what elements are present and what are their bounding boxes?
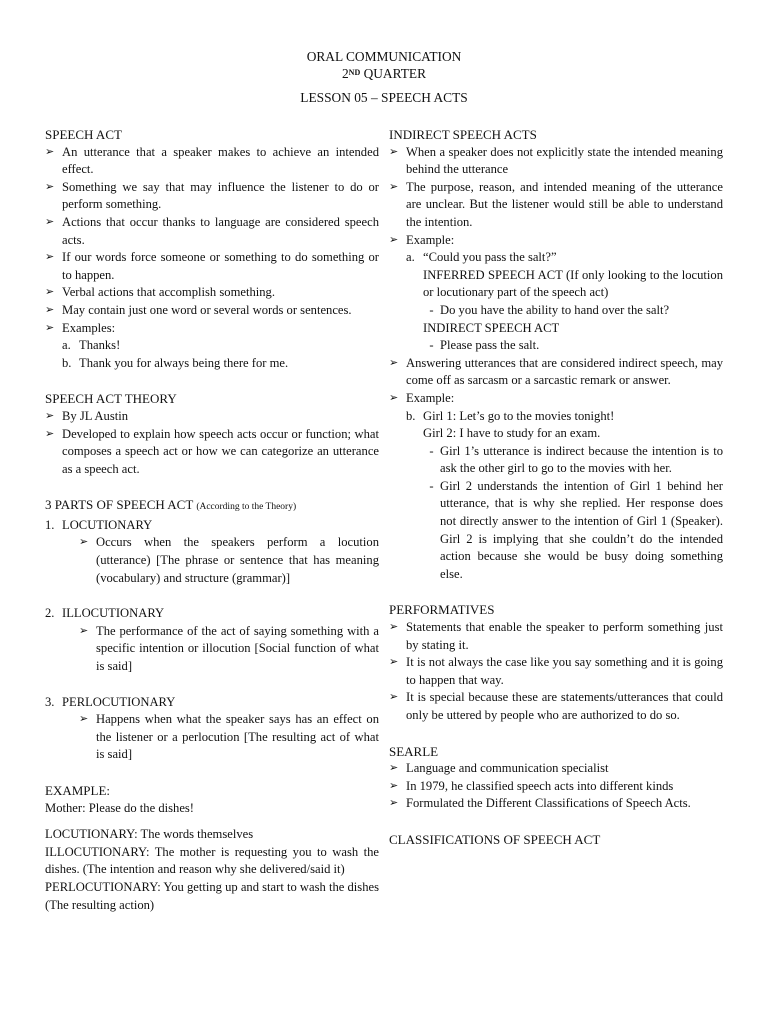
bullet-item: ➢ Answering utterances that are considered indirect speech, may come off as sarcasm or a sarcastic remark or answer. (389, 355, 723, 388)
bullet-item: ➢ Occurs when the speakers perform a locution (utterance) [The phrase or sentence that has meaning (vocabulary) and structure (grammar)] (79, 535, 379, 585)
arrow-bullet-icon: ➢ (45, 321, 55, 334)
quarter-line (0, 65, 768, 82)
bullet-item: ➢ Something we say that may influence the listener to do or perform something. (45, 179, 379, 212)
part-item-illocutionary: 2. ILLOCUTIONARY (45, 606, 165, 621)
arrow-bullet-icon: ➢ (389, 762, 399, 775)
arrow-bullet-icon: ➢ (79, 624, 89, 637)
quarter-word: QUARTER (363, 66, 427, 81)
right-column (389, 126, 723, 849)
part-item-perlocutionary: 3. PERLOCUTIONARY (45, 694, 176, 709)
bullet-item: ➢ In 1979, he classified speech acts into different kinds (389, 778, 723, 796)
arrow-bullet-icon: ➢ (389, 797, 399, 810)
section-title-classifications: CLASSIFICATIONS OF SPEECH ACT (389, 831, 601, 847)
bullet-item: ➢ Statements that enable the speaker to perform something just by stating it. (389, 620, 723, 652)
example-item: b. Girl 1: Let’s go to the movies tonight! (406, 408, 615, 423)
arrow-bullet-icon: ➢ (389, 691, 399, 704)
arrow-bullet-icon: ➢ (389, 779, 399, 792)
illocutionary-example: ILLOCUTIONARY: The mother is requesting you to wash the dishes. (The intention and reason why she delivered/said it) (45, 844, 379, 877)
section-title-speech-act: SPEECH ACT (45, 127, 122, 142)
arrow-bullet-icon: ➢ (389, 621, 399, 634)
arrow-bullet-icon: ➢ (79, 536, 89, 549)
arrow-bullet-icon: ➢ (389, 656, 399, 669)
section-title-searle: SEARLE (389, 743, 439, 759)
bullet-item: ➢ May contain just one word or several words or sentences. (45, 302, 379, 320)
section-title-example: EXAMPLE: (45, 783, 110, 798)
parts-note: (According to the Theory) (196, 502, 297, 513)
bullet-item: ➢ By JL Austin (45, 408, 379, 426)
arrow-bullet-icon: ➢ (45, 180, 55, 193)
perlocutionary-example: PERLOCUTIONARY: You getting up and start to wash the dishes (The resulting action) (45, 879, 379, 912)
arrow-bullet-icon: ➢ (45, 427, 55, 440)
section-title-indirect: INDIRECT SPEECH ACTS (389, 127, 537, 142)
quarter-number: 2 (341, 66, 349, 81)
section-title-performatives: PERFORMATIVES (389, 602, 495, 618)
arrow-bullet-icon: ➢ (389, 180, 399, 193)
arrow-bullet-icon: ➢ (389, 145, 399, 158)
left-column (45, 126, 379, 914)
bullet-item: ➢ It is not always the case like you say something and it is going to happen that way. (389, 655, 723, 687)
bullet-item: ➢ The purpose, reason, and intended meaning of the utterance are unclear. But the listener would still be able to understand the intention. (389, 179, 723, 229)
dash-item: - Do you have the ability to hand over the salt? (429, 302, 670, 317)
bullet-item: ➢ Formulated the Different Classifications of Speech Acts. (389, 795, 723, 813)
example-item: b. Thank you for always being there for me. (62, 355, 289, 370)
arrow-bullet-icon: ➢ (45, 286, 55, 299)
bullet-item: ➢ When a speaker does not explicitly state the intended meaning behind the utterance (389, 144, 723, 177)
bullet-item: ➢ Example: (389, 232, 723, 250)
arrow-bullet-icon: ➢ (389, 233, 399, 246)
arrow-bullet-icon: ➢ (79, 713, 89, 726)
section-title-parts: 3 PARTS OF SPEECH ACT (According to the Theory) (45, 497, 297, 513)
bullet-item: ➢ Developed to explain how speech acts occur or function; what composes a speech act or how we can categorize an utterance as a speech act. (45, 426, 379, 476)
locutionary-example: LOCUTIONARY: The words themselves (45, 827, 254, 842)
indirect-speech-act-label: INDIRECT SPEECH ACT (423, 320, 560, 335)
section-title-theory: SPEECH ACT THEORY (45, 391, 177, 407)
bullet-item: ➢ Examples: (45, 320, 379, 338)
bullet-item: ➢ An utterance that a speaker makes to achieve an intended effect. (45, 144, 379, 177)
document-header (0, 48, 768, 106)
part-item-locutionary: 1. LOCUTIONARY (45, 517, 153, 532)
dash-item: - Please pass the salt. (429, 338, 540, 353)
bullet-item: ➢ The performance of the act of saying something with a specific intention or illocution [Social function of what is said] (79, 623, 379, 674)
dash-item: - Girl 1’s utterance is indirect because the intention is to ask the other girl to go to the movies with her. (429, 443, 723, 476)
arrow-bullet-icon: ➢ (389, 356, 399, 369)
bullet-item: ➢ It is special because these are statements/utterances that could only be uttered by people who are authorized to do so. (389, 690, 723, 722)
arrow-bullet-icon: ➢ (45, 145, 55, 158)
arrow-bullet-icon: ➢ (45, 215, 55, 228)
arrow-bullet-icon: ➢ (45, 409, 55, 422)
arrow-bullet-icon: ➢ (389, 391, 399, 404)
example-item: a. Thanks! (62, 338, 121, 353)
arrow-bullet-icon: ➢ (45, 303, 55, 316)
bullet-item: ➢ If our words force someone or something to do something or to happen. (45, 250, 379, 282)
example-item: a. “Could you pass the salt?” (406, 250, 557, 265)
dash-item: - Girl 2 understands the intention of Girl 1 behind her utterance, that is why she replied. Her response does not directly answer to the intention of Girl 1 (Speaker). Girl 2 is implying that she couldn’t do the intended action because she would be busy doing something else. (429, 478, 723, 581)
bullet-item: ➢ Happens when what the speaker says has an effect on the listener or a perlocution [The resulting act of what is said] (79, 712, 379, 762)
quarter-superscript: ND (348, 68, 361, 77)
inferred-speech-act: INFERRED SPEECH ACT (If only looking to the locution or locutionary part of the speech act) (423, 267, 723, 300)
example-reply: Girl 2: I have to study for an exam. (423, 426, 601, 441)
bullet-item: ➢ Verbal actions that accomplish something. (45, 284, 379, 302)
document-title: ORAL COMMUNICATION (306, 49, 462, 64)
bullet-item: ➢ Example: (389, 390, 723, 408)
example-line: Mother: Please do the dishes! (45, 800, 194, 815)
arrow-bullet-icon: ➢ (45, 251, 55, 264)
bullet-item: ➢ Language and communication specialist (389, 760, 723, 778)
lesson-title: LESSON 05 – SPEECH ACTS (300, 90, 468, 105)
bullet-item: ➢ Actions that occur thanks to language are considered speech acts. (45, 214, 379, 247)
